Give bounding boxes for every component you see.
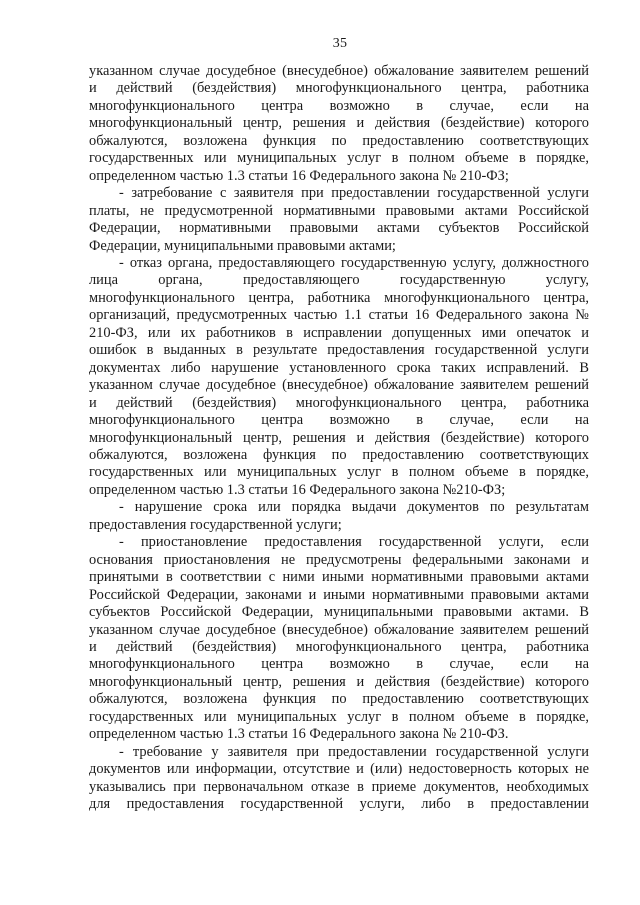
text-line: Российской Федерации, законами и иными нормативными правовыми актами [89, 586, 589, 603]
text-line: принятыми в соответствии с ними иными нормативными правовыми актами [89, 569, 589, 586]
text-line: организаций, предусмотренных частью 1.1 статьи 16 Федерального закона № [89, 307, 589, 324]
text-line: документах либо нарушение установленного срока таких исправлений. В [89, 359, 589, 376]
text-line: лица органа, предоставляющего государственную услугу, [89, 272, 589, 289]
text-line: указанном случае досудебное (внесудебное) обжалование заявителем решений [89, 63, 589, 79]
text-line: государственных или муниципальных услуг в полном объеме в порядке, [89, 708, 589, 725]
text-line: ошибок в выданных в результате предоставления государственной услуги [89, 342, 589, 359]
text-line: указывались при первоначальном отказе в приеме документов, необходимых [89, 778, 589, 795]
text-line: и действий (бездействия) многофункционального центра, работника [89, 638, 589, 655]
text-line: государственных или муниципальных услуг в полном объеме в порядке, [89, 464, 589, 481]
text-line: и действий (бездействия) многофункционального центра, работника [89, 394, 589, 411]
text-line: определенном частью 1.3 статьи 16 Федерального закона № 210-ФЗ; [89, 167, 509, 184]
body-text [89, 63, 589, 813]
text-line: многофункционального центра возможно в случае, если на [89, 412, 589, 429]
text-line: платы, не предусмотренной нормативными правовыми актами Российской [89, 202, 589, 219]
text-line: документов или информации, отсутствие и (или) недостоверность которых не [89, 761, 589, 778]
text-line: указанном случае досудебное (внесудебное) обжалование заявителем решений [89, 377, 589, 394]
text-line: 210-ФЗ, или их работников в исправлении допущенных ими опечаток и [89, 324, 589, 341]
page-number: 35 [332, 36, 348, 51]
text-line: указанном случае досудебное (внесудебное) обжалование заявителем решений [89, 621, 589, 638]
text-line: определенном частью 1.3 статьи 16 Федерального закона №210-ФЗ; [89, 481, 506, 498]
text-line: государственных или муниципальных услуг в полном объеме в порядке, [89, 150, 589, 167]
text-line: многофункциональный центр, решения и действия (бездействие) которого [89, 673, 589, 690]
text-line: определенном частью 1.3 статьи 16 Федерального закона № 210-ФЗ. [89, 726, 509, 743]
text-line: - отказ органа, предоставляющего государственную услугу, должностного [119, 254, 589, 271]
text-line: многофункционального центра, работника многофункционального центра, [89, 289, 589, 306]
text-line: основания приостановления не предусмотрены федеральными законами и [89, 551, 589, 568]
text-line: многофункциональный центр, решения и действия (бездействие) которого [89, 115, 589, 132]
text-line: обжалуются, возложена функция по предоставлению соответствующих [89, 132, 589, 149]
text-line: обжалуются, возложена функция по предоставлению соответствующих [89, 446, 589, 463]
text-line: обжалуются, возложена функция по предоставлению соответствующих [89, 691, 589, 708]
text-line: многофункциональный центр, решения и действия (бездействие) которого [89, 429, 589, 446]
text-line: предоставления государственной услуги; [89, 516, 342, 533]
text-line: для предоставления государственной услуги, либо в предоставлении [89, 796, 589, 813]
text-line: и действий (бездействия) многофункционального центра, работника [89, 80, 589, 97]
text-line: - затребование с заявителя при предоставлении государственной услуги [119, 185, 589, 202]
text-line: Федерации, нормативными правовыми актами субъектов Российской [89, 220, 589, 237]
text-line: многофункционального центра возможно в случае, если на [89, 656, 589, 673]
text-line: - нарушение срока или порядка выдачи документов по результатам [119, 499, 589, 516]
text-line: - требование у заявителя при предоставлении государственной услуги [119, 743, 589, 760]
text-line: многофункционального центра возможно в случае, если на [89, 97, 589, 114]
text-line: - приостановление предоставления государственной услуги, если [119, 534, 589, 551]
text-line: субъектов Российской Федерации, муниципальными правовыми актами. В [89, 604, 589, 621]
text-line: Федерации, муниципальными правовыми актами; [89, 237, 396, 254]
